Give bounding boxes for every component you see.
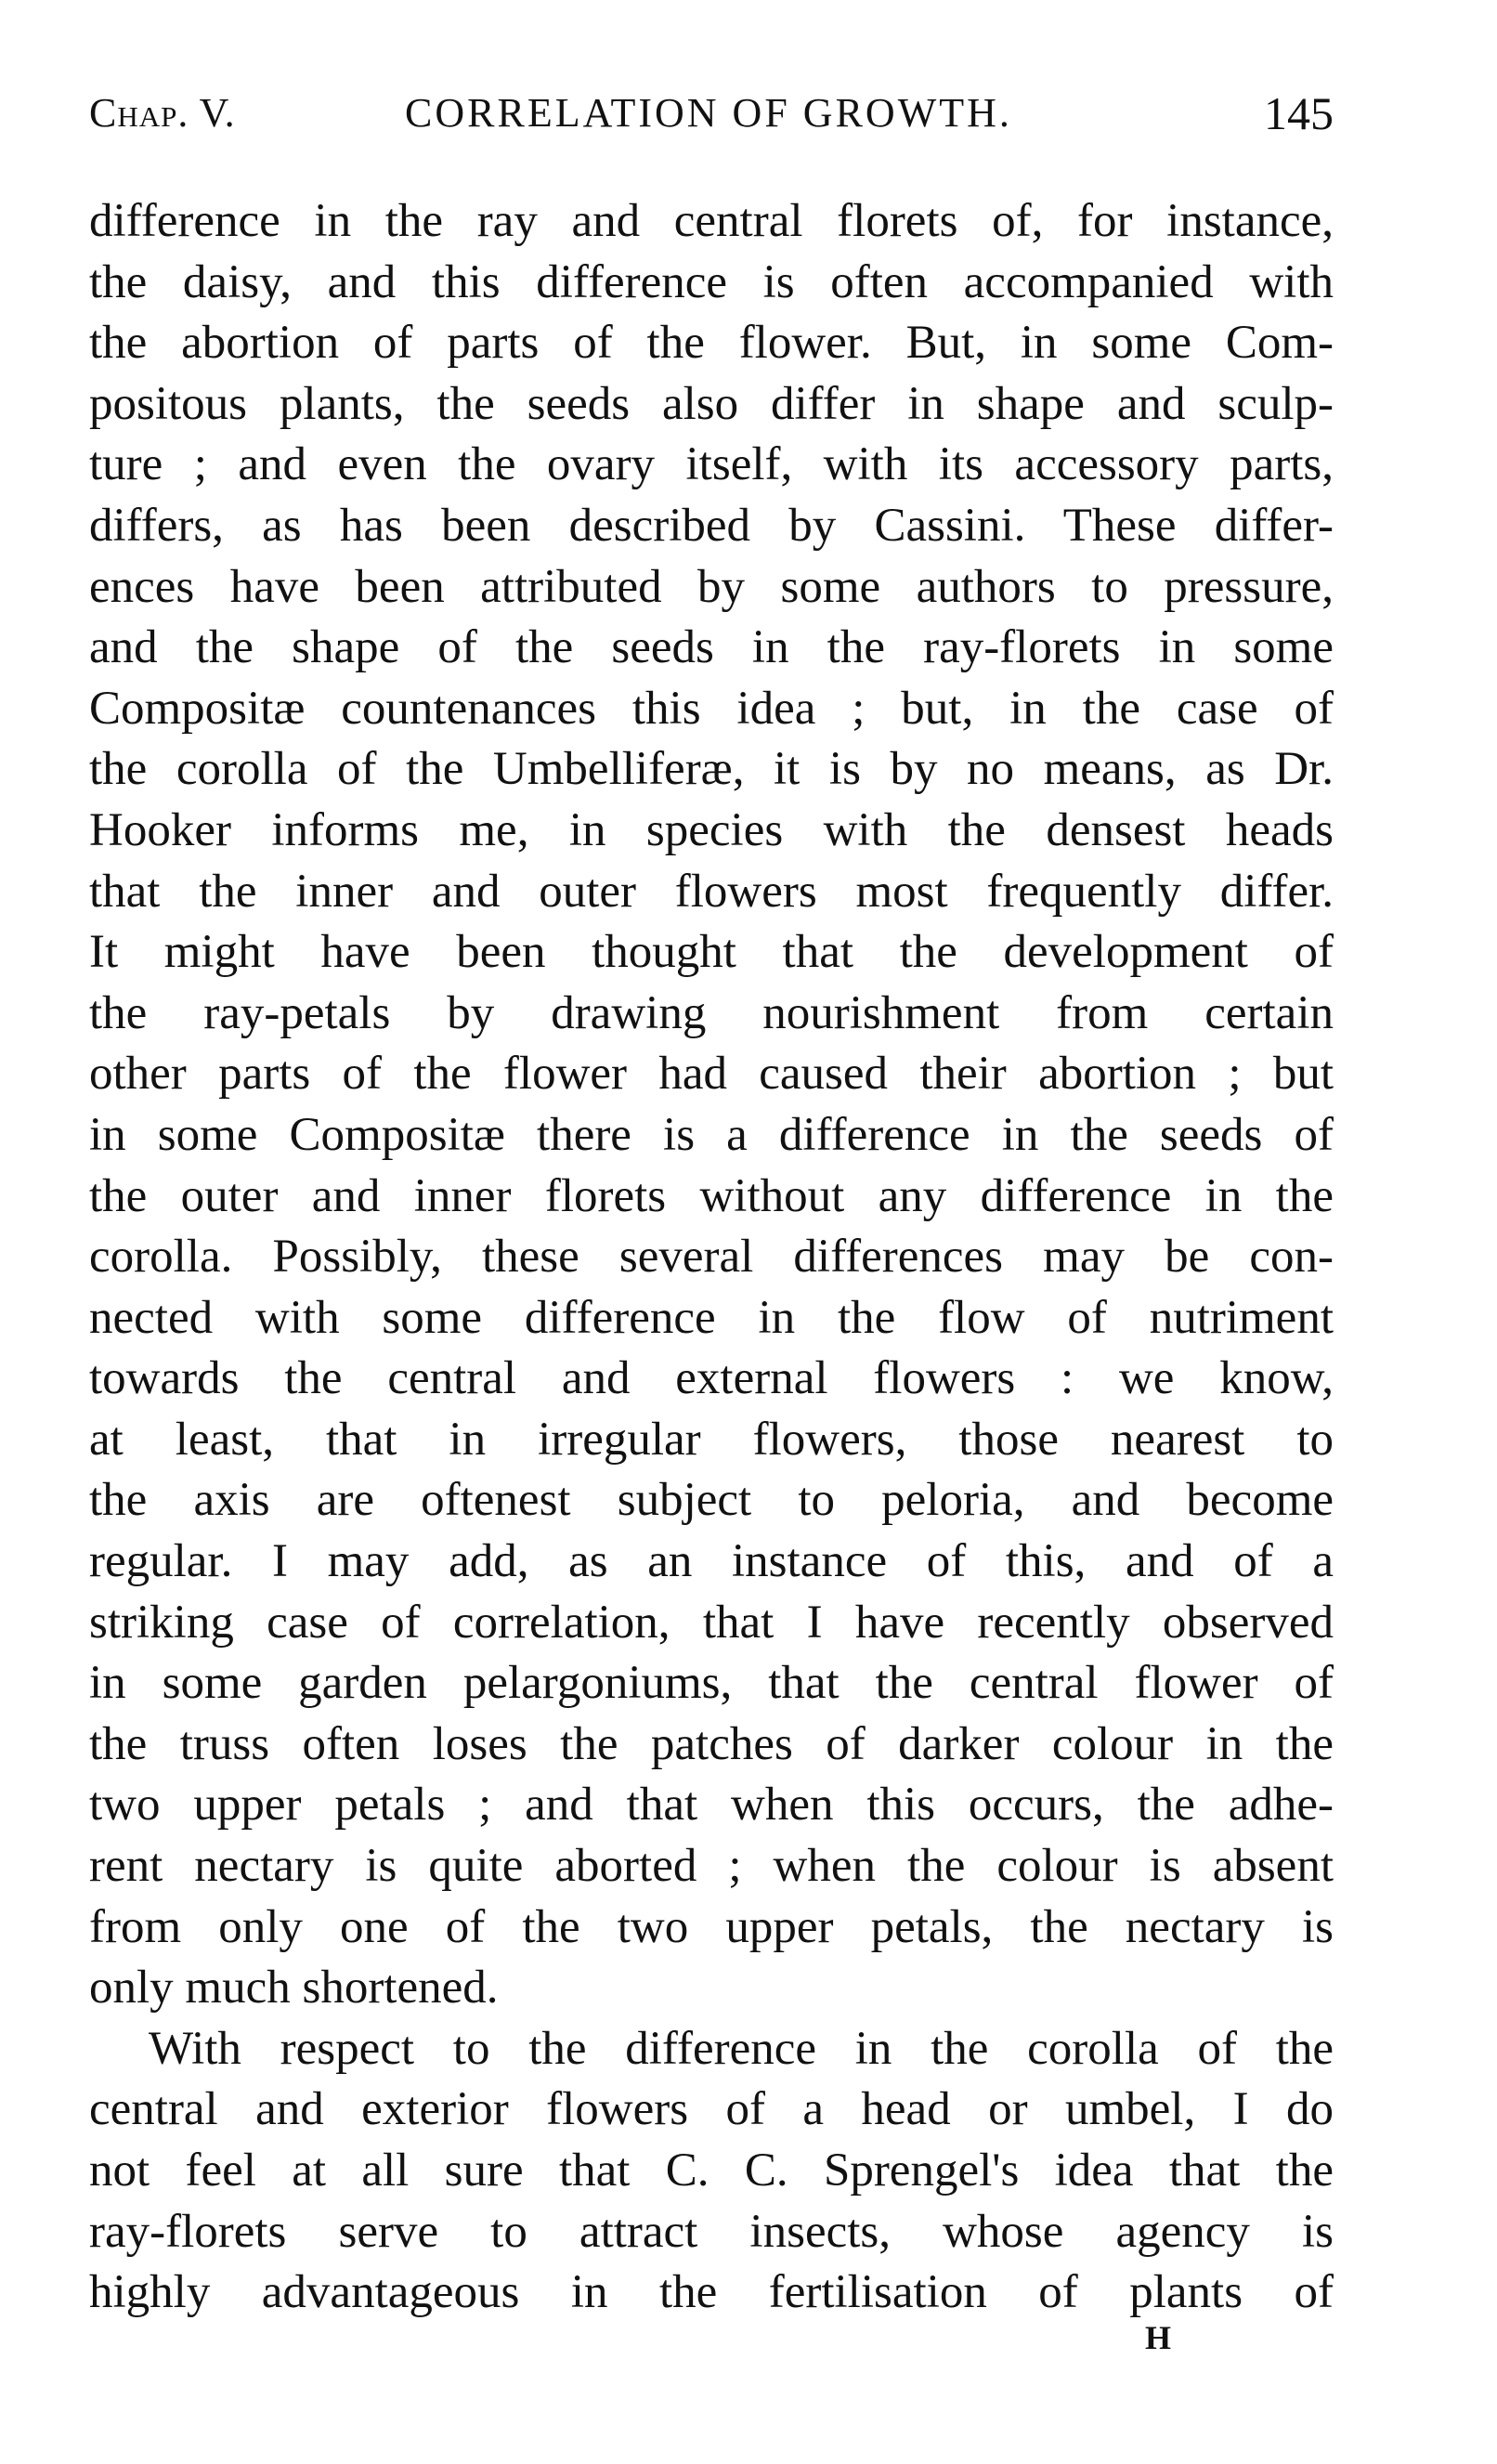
text-line: and the shape of the seeds in the ray-florets in some: [89, 621, 1334, 674]
page-number: 145: [1264, 87, 1334, 139]
text-line: the ray-petals by drawing nourishment from certain: [89, 986, 1334, 1039]
text-line: positous plants, the seeds also differ in shape and sculp-: [89, 377, 1334, 430]
text-line: the corolla of the Umbelliferæ, it is by no means, as Dr.: [89, 743, 1334, 796]
text-line: in some Compositæ there is a difference in the seeds of: [89, 1108, 1334, 1161]
text-line: the abortion of parts of the flower. But, in some Com-: [89, 317, 1334, 370]
text-line: other parts of the flower had caused their abortion ; but: [89, 1048, 1334, 1101]
text-line: the daisy, and this difference is often accompanied with: [89, 255, 1334, 308]
text-line: Hooker informs me, in species with the densest heads: [89, 803, 1334, 856]
text-line: ture ; and even the ovary itself, with its accessory parts,: [89, 438, 1334, 491]
text-line: striking case of correlation, that I have recently observed: [89, 1596, 1334, 1649]
text-line: corolla. Possibly, these several differences may be con-: [89, 1231, 1334, 1284]
text-line: nected with some difference in the flow of nutriment: [89, 1291, 1334, 1344]
text-line: the axis are oftenest subject to peloria, and become: [89, 1474, 1334, 1527]
body-text: [89, 191, 1334, 2324]
text-line: ences have been attributed by some authors to pressure,: [89, 560, 1334, 613]
text-line: Compositæ countenances this idea ; but, in the case of: [89, 682, 1334, 735]
text-line: the truss often loses the patches of darker colour in the: [89, 1717, 1334, 1770]
text-line: in some garden pelargoniums, that the central flower of: [89, 1657, 1334, 1710]
text-line: from only one of the two upper petals, the nectary is: [89, 1900, 1334, 1953]
text-line: With respect to the difference in the corolla of the: [149, 2022, 1334, 2075]
text-line: It might have been thought that the development of: [89, 926, 1334, 979]
text-line: difference in the ray and central florets of, for instance,: [89, 195, 1334, 247]
text-line: at least, that in irregular flowers, those nearest to: [89, 1413, 1334, 1466]
text-line: highly advantageous in the fertilisation of plants of: [89, 2266, 1334, 2319]
text-line: two upper petals ; and that when this occurs, the adhe-: [89, 1779, 1334, 1832]
text-line: only much shortened.: [89, 1962, 499, 2014]
text-line: that the inner and outer flowers most frequently differ.: [89, 865, 1334, 918]
text-line: differs, as has been described by Cassini. These differ-: [89, 499, 1334, 552]
chapter-title: CORRELATION OF GROWTH.: [405, 90, 1012, 136]
text-line: rent nectary is quite aborted ; when the colour is absent: [89, 1840, 1334, 1893]
signature-mark: H: [1145, 2319, 1172, 2356]
text-line: ray-florets serve to attract insects, whose agency is: [89, 2205, 1334, 2258]
text-line: towards the central and external flowers : we know,: [89, 1352, 1334, 1405]
text-line: regular. I may add, as an instance of this, and of a: [89, 1535, 1334, 1588]
running-head: [89, 85, 1334, 141]
text-line: central and exterior flowers of a head or umbel, I do: [89, 2083, 1334, 2136]
text-line: the outer and inner florets without any difference in the: [89, 1169, 1334, 1222]
text-line: not feel at all sure that C. C. Sprengel's idea that the: [89, 2145, 1334, 2197]
chapter-label: Chap. V.: [89, 90, 236, 136]
